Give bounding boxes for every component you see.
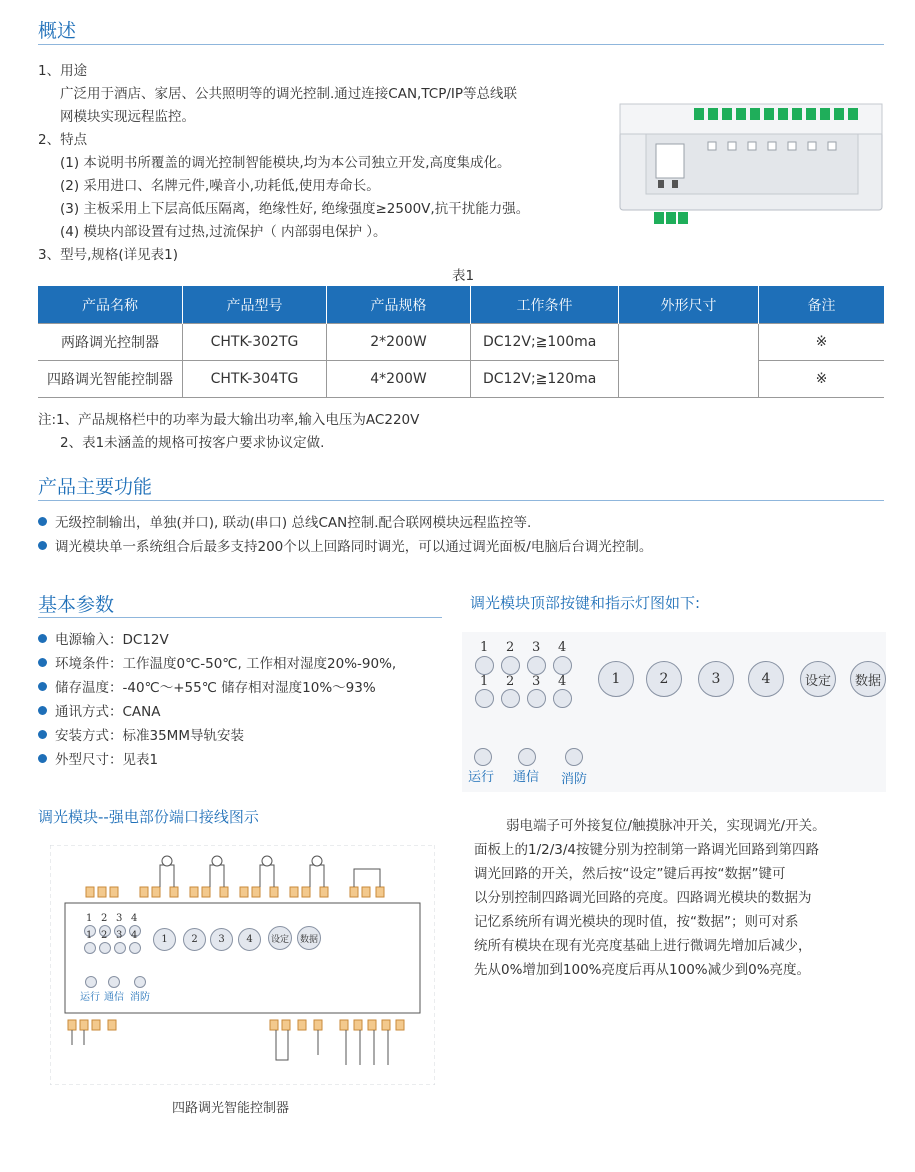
wiring-led	[99, 942, 111, 954]
cell-condition: DC12V;≧120ma	[471, 361, 619, 398]
fire-label: 消防	[561, 772, 588, 787]
panel-led	[527, 656, 546, 675]
wiring-channel-2-button: 2	[183, 928, 206, 951]
cell-model: CHTK-302TG	[183, 324, 327, 361]
wiring-data-button: 数据	[297, 926, 321, 950]
feature-item: (4) 模块内部设置有过热,过流保护（ 内部弱电保护 ）。	[60, 224, 387, 240]
function-text: 调光模块单一系统组合后最多支持200个以上回路同时调光，可以通过调光面板/电脑后台调光控制。	[55, 539, 653, 555]
panel-set-button[interactable]: 设定	[800, 661, 836, 697]
cell-spec: 4*200W	[327, 361, 471, 398]
bullet-icon	[38, 658, 47, 667]
run-label: 运行	[468, 770, 495, 785]
panel-data-button[interactable]: 数据	[850, 661, 886, 697]
cell-name: 两路调光控制器	[38, 324, 183, 361]
panel-led	[553, 656, 572, 675]
panel-title: 调光模块顶部按键和指示灯图如下:	[470, 594, 701, 612]
param-text: 通讯方式：CANA	[55, 704, 161, 720]
wiring-fire-led	[134, 976, 146, 988]
wiring-title: 调光模块--强电部份端口接线图示	[38, 808, 259, 826]
wiring-comm-led	[108, 976, 120, 988]
cell-name: 四路调光智能控制器	[38, 361, 183, 398]
fire-led	[565, 748, 583, 766]
param-text: 环境条件：工作温度0℃-50℃, 工作相对湿度20%-90%,	[55, 656, 397, 672]
wiring-number-label: 4	[131, 913, 138, 924]
panel-number-label: 3	[532, 640, 541, 655]
cell-note: ※	[759, 324, 885, 361]
panel-led	[553, 689, 572, 708]
panel-number-label: 3	[532, 674, 541, 689]
wiring-channel-1-button: 1	[153, 928, 176, 951]
bullet-icon	[38, 541, 47, 550]
column-header: 外形尺寸	[619, 286, 759, 324]
table-note-1: 注:1、产品规格栏中的功率为最大输出功率,输入电压为AC220V	[38, 412, 420, 428]
panel-channel-1-button[interactable]: 1	[598, 661, 634, 697]
cell-model: CHTK-304TG	[183, 361, 327, 398]
functions-title: 产品主要功能	[38, 476, 153, 498]
column-header: 产品规格	[327, 286, 471, 324]
table-header-row	[38, 286, 884, 324]
param-item	[38, 701, 161, 724]
bullet-icon	[38, 517, 47, 526]
function-item	[38, 536, 652, 559]
column-header: 产品名称	[38, 286, 183, 324]
panel-led	[475, 656, 494, 675]
panel-number-label: 1	[480, 674, 489, 689]
cell-spec: 2*200W	[327, 324, 471, 361]
bullet-icon	[38, 754, 47, 763]
wiring-led	[114, 942, 126, 954]
param-item	[38, 725, 244, 748]
column-header: 备注	[759, 286, 885, 324]
wiring-diagram	[50, 845, 435, 1085]
bullet-icon	[38, 730, 47, 739]
description-line: 面板上的1/2/3/4按键分别为控制第一路调光回路到第四路	[474, 842, 820, 858]
wiring-channel-3-button: 3	[210, 928, 233, 951]
usage-line-2: 网模块实现远程监控。	[60, 109, 195, 125]
function-text: 无级控制输出，单独(并口), 联动(串口) 总线CAN控制.配合联网模块远程监控等.	[55, 515, 532, 531]
features-heading: 2、特点	[38, 132, 88, 148]
param-item	[38, 629, 169, 652]
overview-title: 概述	[38, 20, 77, 42]
param-item	[38, 749, 158, 772]
column-header: 工作条件	[471, 286, 619, 324]
wiring-comm-label: 通信	[104, 992, 124, 1003]
panel-channel-3-button[interactable]: 3	[698, 661, 734, 697]
column-header: 产品型号	[183, 286, 327, 324]
wiring-number-label: 3	[116, 913, 123, 924]
usage-heading: 1、用途	[38, 63, 88, 79]
description-line: 记忆系统所有调光模块的现时值，按“数据”；则可对系	[474, 914, 799, 930]
spec-table	[38, 286, 884, 398]
wiring-fire-label: 消防	[130, 992, 150, 1003]
product-photo	[618, 96, 886, 230]
params-title: 基本参数	[38, 594, 115, 616]
wiring-led	[129, 942, 141, 954]
wiring-channel-4-button: 4	[238, 928, 261, 951]
table-note-2: 2、表1未涵盖的规格可按客户要求协议定做.	[60, 435, 325, 451]
panel-channel-2-button[interactable]: 2	[646, 661, 682, 697]
model-heading: 3、型号,规格(详见表1)	[38, 247, 179, 263]
wiring-number-label: 3	[116, 930, 123, 941]
wiring-number-label: 2	[101, 913, 108, 924]
param-item	[38, 653, 396, 676]
param-item	[38, 677, 376, 700]
panel-channel-4-button[interactable]: 4	[748, 661, 784, 697]
table-row	[38, 324, 884, 361]
cell-condition: DC12V;≧100ma	[471, 324, 619, 361]
cell-note: ※	[759, 361, 885, 398]
run-led	[474, 748, 492, 766]
wiring-caption: 四路调光智能控制器	[172, 1101, 290, 1116]
param-text: 电源输入：DC12V	[55, 632, 169, 648]
param-text: 储存温度：-40℃～+55℃ 储存相对湿度10%～93%	[55, 680, 376, 696]
bullet-icon	[38, 682, 47, 691]
params-rule	[38, 617, 442, 618]
panel-led	[501, 656, 520, 675]
wiring-number-label: 1	[86, 913, 93, 924]
description-line: 弱电端子可外接复位/触摸脉冲开关，实现调光/开关。	[506, 818, 826, 834]
wiring-number-label: 4	[131, 930, 138, 941]
description-line: 调光回路的开关，然后按“设定”键后再按“数据”键可	[474, 866, 786, 882]
feature-item: (3) 主板采用上下层高低压隔离，绝缘性好, 绝缘强度≥2500V,抗干扰能力强。	[60, 201, 530, 217]
description-line: 以分别控制四路调光回路的亮度。四路调光模块的数据为	[474, 890, 812, 906]
wiring-set-button: 设定	[268, 926, 292, 950]
usage-line-1: 广泛用于酒店、家居、公共照明等的调光控制.通过连接CAN,TCP/IP等总线联	[60, 86, 518, 102]
wiring-run-led	[85, 976, 97, 988]
wiring-number-label: 2	[101, 930, 108, 941]
wiring-led	[84, 942, 96, 954]
description-line: 统所有模块在现有光亮度基础上进行微调先增加后减少，	[474, 938, 812, 954]
panel-led	[527, 689, 546, 708]
comm-label: 通信	[513, 770, 540, 785]
panel-number-label: 2	[506, 674, 515, 689]
param-text: 安装方式：标准35MM导轨安装	[55, 728, 244, 744]
panel-number-label: 2	[506, 640, 515, 655]
panel-number-label: 4	[558, 640, 567, 655]
description-line: 先从0%增加到100%亮度后再从100%减少到0%亮度。	[474, 962, 811, 978]
comm-led	[518, 748, 536, 766]
panel-number-label: 4	[558, 674, 567, 689]
functions-rule	[38, 500, 884, 501]
wiring-number-label: 1	[86, 930, 93, 941]
panel-number-label: 1	[480, 640, 489, 655]
panel-led	[501, 689, 520, 708]
feature-item: (2) 采用进口、名牌元件,噪音小,功耗低,使用寿命长。	[60, 178, 380, 194]
overview-rule	[38, 44, 884, 45]
function-item	[38, 512, 531, 535]
cell-size	[619, 324, 759, 398]
table-caption: 表1	[452, 268, 475, 284]
bullet-icon	[38, 706, 47, 715]
feature-item: (1) 本说明书所覆盖的调光控制智能模块,均为本公司独立开发,高度集成化。	[60, 155, 511, 171]
panel-led	[475, 689, 494, 708]
wiring-run-label: 运行	[80, 992, 100, 1003]
param-text: 外型尺寸：见表1	[55, 752, 159, 768]
bullet-icon	[38, 634, 47, 643]
